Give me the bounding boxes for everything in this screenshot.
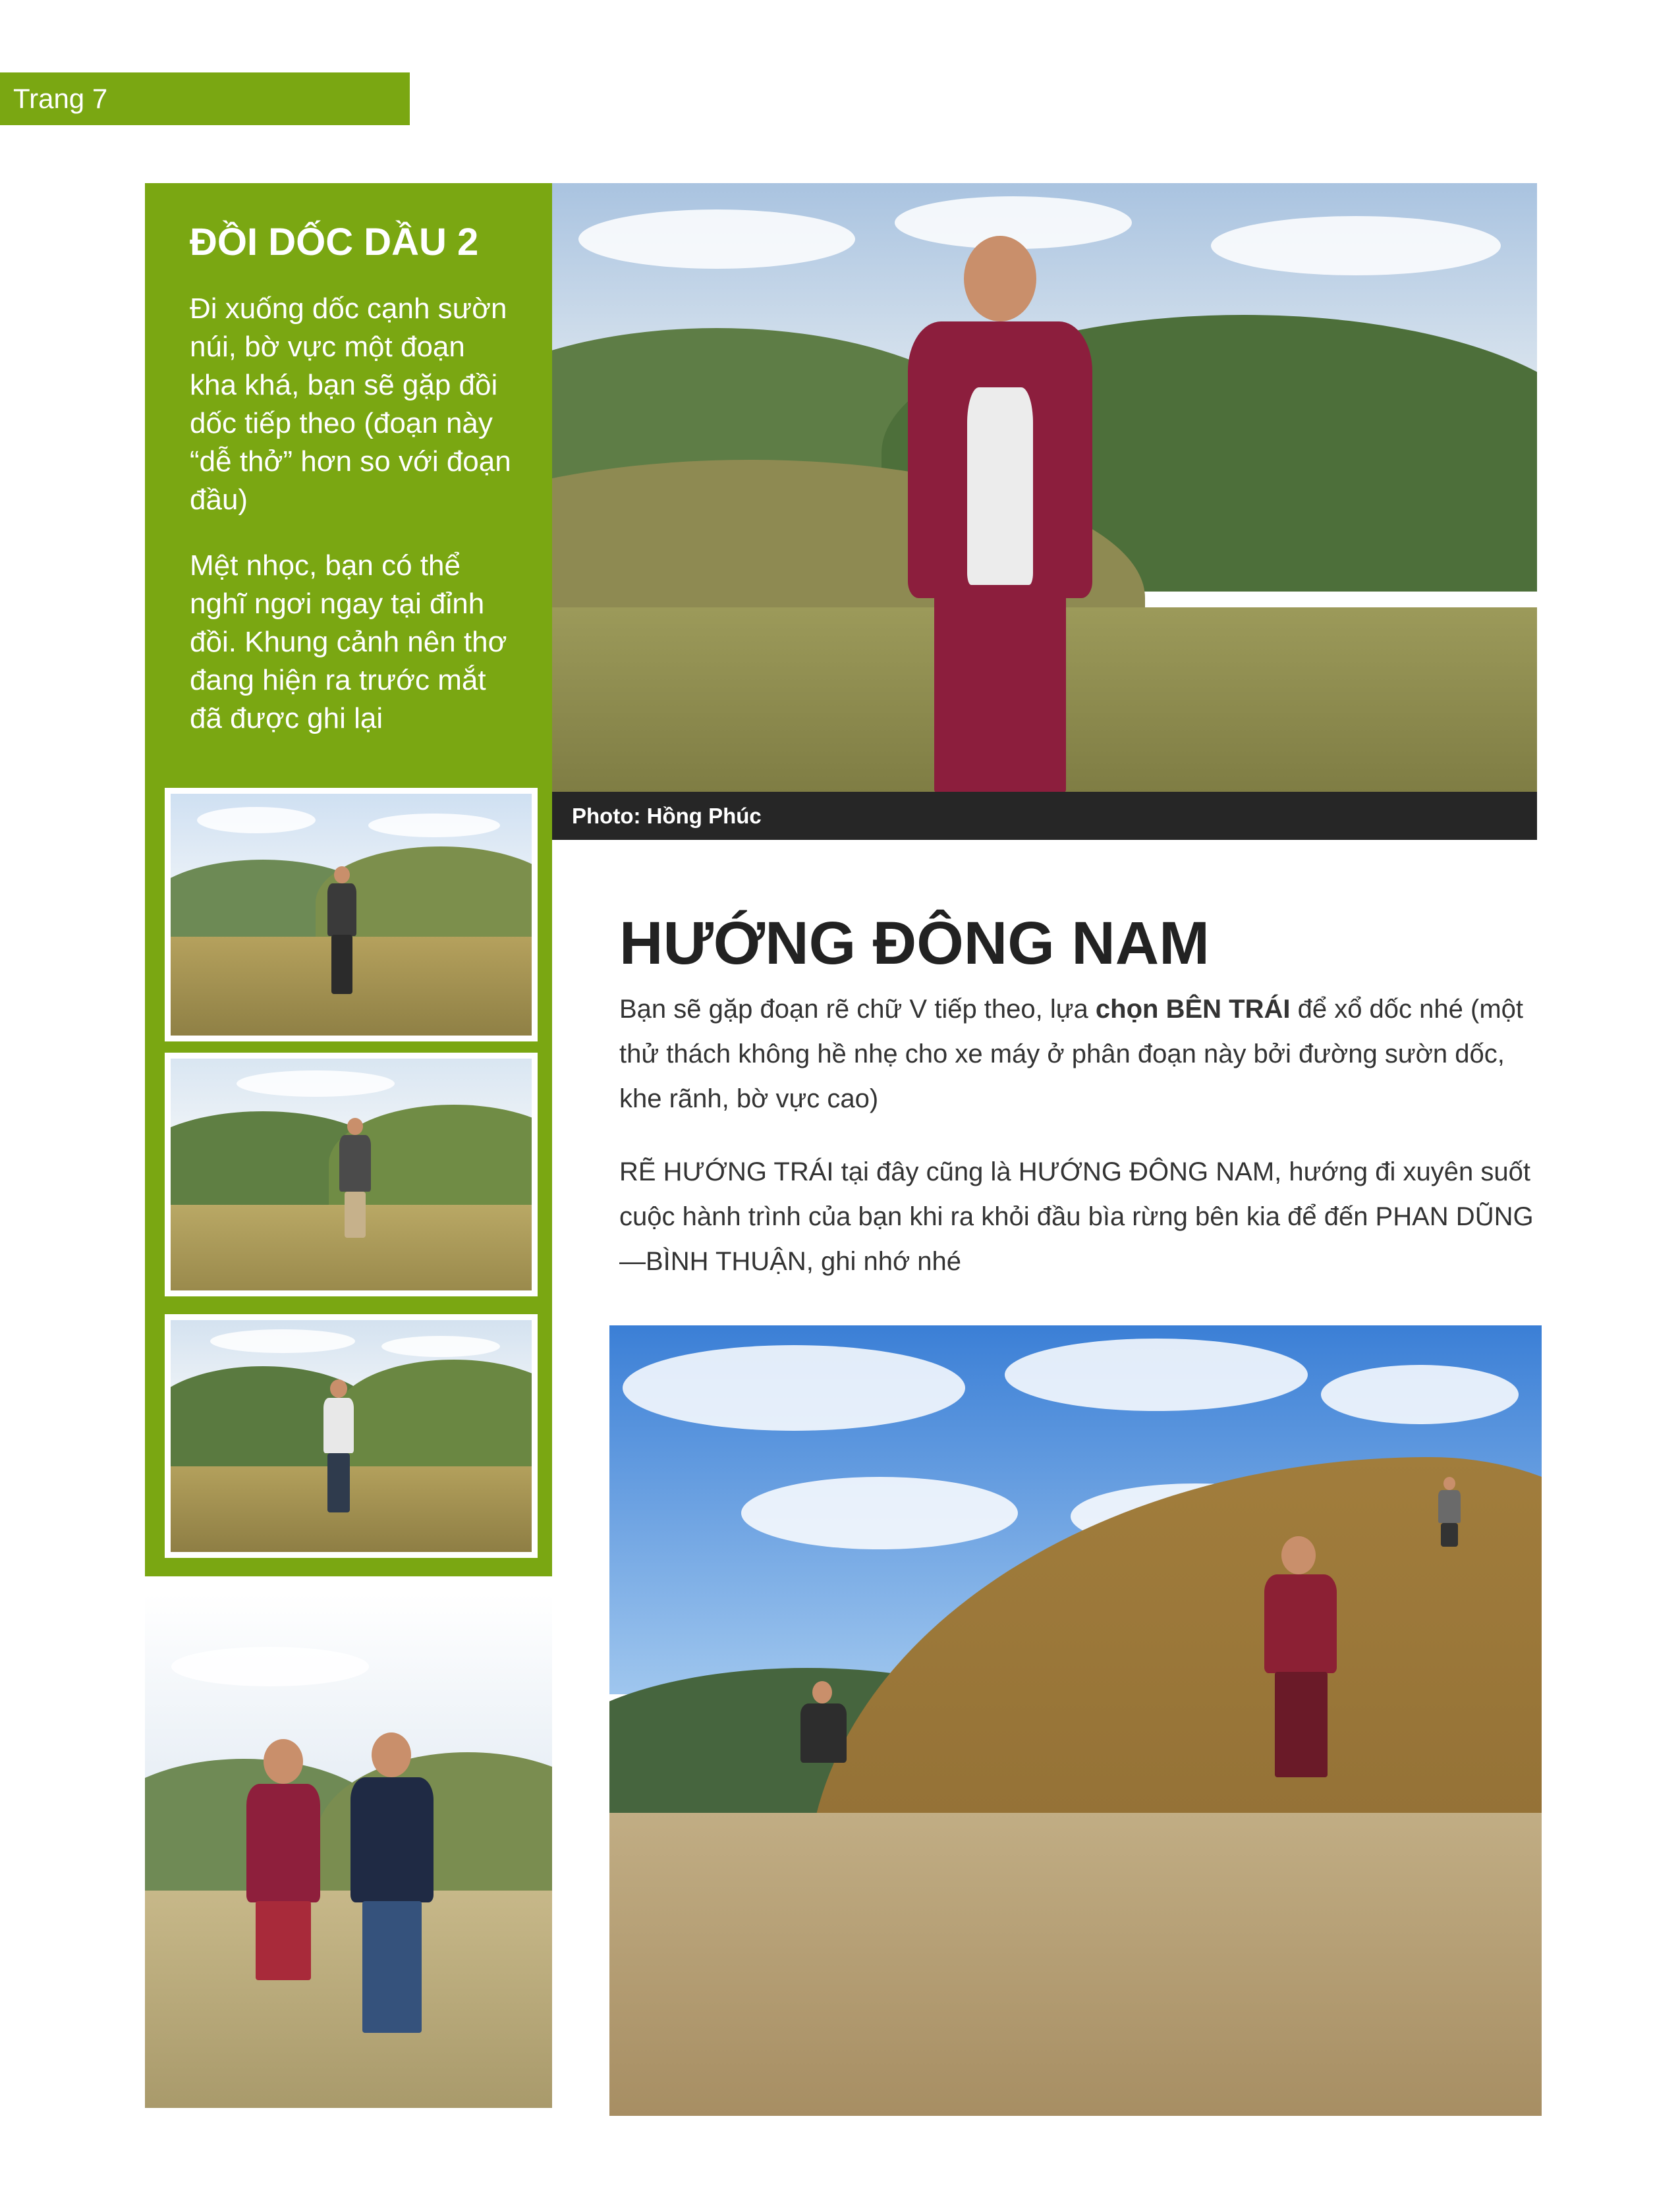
thumbnail-frame-1 <box>165 788 538 1041</box>
thumbnail-frame-2 <box>165 1053 538 1296</box>
section-paragraph-1 <box>619 987 1542 1121</box>
thumbnail-photo-1 <box>171 794 532 1036</box>
section-title: HƯỚNG ĐÔNG NAM <box>619 910 1210 977</box>
thumbnail-photo-3 <box>171 1320 532 1552</box>
main-photo-hiker-on-hill <box>552 183 1537 792</box>
para1-emphasis: chọn BÊN TRÁI <box>1095 995 1291 1024</box>
page-number-tag: Trang 7 <box>0 72 410 125</box>
trail-photo-hikers-on-ridge <box>609 1325 1542 2116</box>
group-photo-two-hikers <box>145 1594 552 2108</box>
sidebar-title: ĐỒI DỐC DẦU 2 <box>190 221 479 263</box>
thumbnail-frame-3 <box>165 1314 538 1558</box>
para1-text-b: để xổ dốc nhé (một thử thách không hề nhẹ cho xe máy ở phân đoạn này bởi đường sườn dốc, khe rãnh, bờ vực cao) <box>619 995 1524 1113</box>
section-paragraph-2: RẼ HƯỚNG TRÁI tại đây cũng là HƯỚNG ĐÔNG NAM, hướng đi xuyên suốt cuộc hành trình của bạn khi ra khỏi đầu bìa rừng bên kia để đến PHAN DŨNG—BÌNH THUẬN, ghi nhớ nhé <box>619 1157 1534 1276</box>
para1-text-a: Bạn sẽ gặp đoạn rẽ chữ V tiếp theo, lựa <box>619 995 1096 1024</box>
sidebar-paragraph-1: Đi xuống dốc cạnh sườn núi, bờ vực một đoạn kha khá, bạn sẽ gặp đồi dốc tiếp theo (đoạn này “dễ thở” hơn so với đoạn đầu) <box>190 292 511 516</box>
sidebar-paragraph-2: Mệt nhọc, bạn có thể nghĩ ngơi ngay tại đỉnh đồi. Khung cảnh nên thơ đang hiện ra trước mắt đã được ghi lại <box>190 549 507 734</box>
thumbnail-photo-2 <box>171 1059 532 1290</box>
photo-caption: Photo: Hồng Phúc <box>552 792 1537 840</box>
